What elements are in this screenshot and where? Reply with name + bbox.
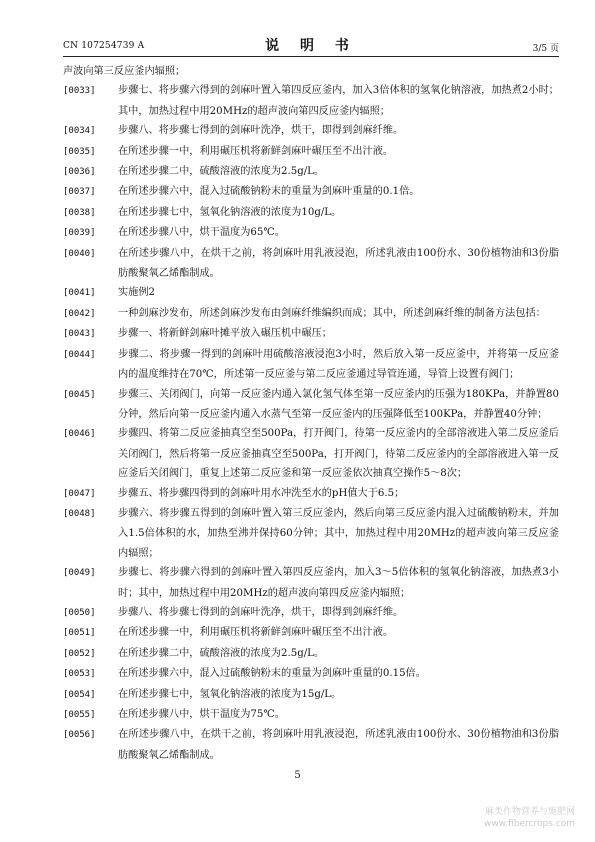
paragraph-number: [0037] — [63, 187, 96, 198]
paragraph-text: 在所述步骤八中，在烘干之前，将剑麻叶用乳液浸泡，所述乳液由100份水、30份植物油和3份脂肪酸聚氧乙烯酯制成。 — [118, 247, 559, 280]
paragraph-number: [0035] — [63, 146, 96, 157]
paragraph-text: 在所述步骤二中，硫酸溶液的浓度为2.5g/L。 — [118, 647, 325, 659]
paragraph — [63, 324, 559, 344]
paragraph-number: [0053] — [63, 669, 96, 680]
paragraph — [63, 644, 559, 664]
paragraph — [63, 424, 559, 483]
paragraph — [63, 142, 559, 162]
paragraph — [63, 81, 559, 121]
paragraph — [63, 121, 559, 141]
paragraph-number: [0036] — [63, 167, 96, 178]
paragraph-number: [0039] — [63, 228, 96, 239]
paragraph-text: 在所述步骤六中，混入过硫酸钠粉末的重量为剑麻叶重量的0.15倍。 — [118, 668, 426, 680]
document-body — [63, 62, 559, 765]
paragraph-text: 步骤三、关闭阀门，向第一反应釜内通入氯化氢气体至第一反应釜内的压强为180KPa，并静置80分钟，然后向第一反应釜内通入水蒸气至第一反应釜内的压强降低至100KPa，并静置40分钟； — [118, 388, 559, 420]
paragraph — [63, 685, 559, 705]
paragraph-number: [0054] — [63, 689, 96, 700]
paragraph-text: 在所述步骤一中，利用碾压机将新鲜剑麻叶碾压至不出汁液。 — [118, 627, 394, 639]
paragraph — [63, 223, 559, 243]
paragraph — [63, 484, 559, 504]
paragraph-number: [0043] — [63, 329, 96, 340]
header-rule — [63, 56, 559, 57]
paragraph-number: [0034] — [63, 126, 96, 137]
paragraph-number: [0051] — [63, 628, 96, 639]
paragraph-text: 步骤八、将步骤七得到的剑麻叶洗净，烘干，即得到剑麻纤维。 — [118, 606, 404, 618]
paragraph-number: [0046] — [63, 429, 96, 440]
paragraph — [63, 563, 559, 603]
paragraph — [63, 603, 559, 623]
paragraph-text: 在所述步骤七中，氢氧化钠溶液的浓度为10g/L。 — [118, 206, 342, 218]
paragraph-text: 步骤七、将步骤六得到的剑麻叶置入第四反应釜内，加入3～5倍体积的氢氧化钠溶液，加热煮3小时；其中，加热过程中用20MHz的超声波向第四反应釜内辐照； — [118, 567, 559, 599]
paragraph-number: [0055] — [63, 710, 96, 720]
paragraph-number: [0048] — [63, 508, 96, 519]
paragraph-number: [0050] — [63, 607, 96, 618]
paragraph-text: 在所述步骤八中，烘干温度为75℃。 — [118, 709, 285, 720]
paragraph-number: [0044] — [63, 349, 96, 360]
watermark-line-2: www.fibercrops.com — [484, 819, 575, 829]
paragraph-text: 在所述步骤一中，利用碾压机将新鲜剑麻叶碾压至不出汁液。 — [118, 145, 394, 157]
paragraph-text: 步骤二、将步骤一得到的剑麻叶用硫酸溶液浸泡3小时，然后放入第一反应釜中，并将第一反应釜内的温度维持在70℃，所述第一反应釜与第二反应釜通过导管连通，导管上设置有阀门； — [118, 348, 559, 381]
paragraph-text: 在所述步骤八中，烘干温度为65℃。 — [118, 227, 285, 239]
paragraph — [63, 504, 559, 563]
paragraph-text: 步骤五、将步骤四得到的剑麻叶用水冲洗至水的pH值大于6.5； — [118, 487, 405, 499]
paragraph-text: 在所述步骤七中，氢氧化钠溶液的浓度为15g/L。 — [118, 688, 342, 700]
paragraph — [63, 345, 559, 385]
paragraph-number: [0056] — [63, 730, 96, 741]
paragraph-number: [0033] — [63, 86, 96, 97]
paragraph — [63, 725, 559, 765]
paragraph-text: 在所述步骤二中，硫酸溶液的浓度为2.5g/L。 — [118, 166, 325, 178]
paragraph-text: 在所述步骤八中，在烘干之前，将剑麻叶用乳液浸泡，所述乳液由100份水、30份植物油和3份脂肪酸聚氧乙烯酯制成。 — [118, 729, 559, 761]
watermark-line-1: 麻类作物营养与施肥网 — [484, 807, 575, 817]
paragraph — [63, 304, 559, 324]
page-number: 5 — [294, 770, 301, 781]
watermark — [484, 806, 575, 830]
paragraph-text: 步骤一、将新鲜剑麻叶摊平放入碾压机中碾压； — [118, 328, 332, 340]
paragraph-number: [0052] — [63, 648, 96, 659]
paragraph-number: [0042] — [63, 308, 96, 319]
paragraph — [63, 664, 559, 684]
page-header — [63, 37, 559, 57]
patent-number: CN 107254739 A — [63, 41, 145, 51]
paragraph-number: [0040] — [63, 248, 96, 259]
document-title: 说 明 书 — [265, 38, 357, 54]
paragraph — [63, 385, 559, 425]
paragraph-text: 步骤六、将步骤五得到的剑麻叶置入第三反应釜内，然后向第三反应釜内混入过硫酸钠粉末，并加入1.5倍体积的水，加热至沸并保持60分钟；其中，加热过程中用20MHz的超声波向第三反应釜内辐照； — [118, 507, 559, 559]
paragraph — [63, 162, 559, 182]
paragraph-text: 在所述步骤六中，混入过硫酸钠粉末的重量为剑麻叶重量的0.1倍。 — [118, 186, 420, 198]
paragraph-number: [0047] — [63, 488, 96, 499]
paragraph-number: [0049] — [63, 568, 96, 579]
page-indicator: 3/5 页 — [532, 44, 559, 54]
paragraph — [63, 283, 559, 303]
paragraph-text: 一种剑麻沙发布，所述剑麻沙发布由剑麻纤维编织而成；其中，所述剑麻纤维的制备方法包括： — [118, 307, 546, 319]
paragraph — [63, 182, 559, 202]
paragraph-number: [0041] — [63, 288, 96, 299]
paragraph — [63, 705, 559, 725]
paragraph-text: 步骤七、将步骤六得到的剑麻叶置入第四反应釜内，加入3倍体积的氢氧化钠溶液，加热煮2小时；其中，加热过程中用20MHz的超声波向第四反应釜内辐照； — [118, 85, 559, 117]
paragraph-text: 实施例2 — [118, 287, 156, 299]
paragraph-text: 步骤四、将第二反应釜抽真空至500Pa，打开阀门，待第一反应釜内的全部溶液进入第二反应釜后关闭阀门，然后将第一反应釜抽真空至500Pa，打开阀门，待第二反应釜内的全部溶液进入第一反应釜后关闭阀门，重复上述第二反应釜和第一反应釜依次抽真空操作5～8次； — [118, 428, 559, 480]
paragraph-number: [0045] — [63, 389, 96, 400]
paragraph-number: [0038] — [63, 207, 96, 218]
paragraph — [63, 623, 559, 643]
paragraph-text: 步骤八、将步骤七得到的剑麻叶洗净，烘干，即得到剑麻纤维。 — [118, 125, 404, 137]
paragraph — [63, 244, 559, 284]
paragraph — [63, 203, 559, 223]
continuation-text: 声波向第三反应釜内辐照； — [63, 66, 186, 77]
